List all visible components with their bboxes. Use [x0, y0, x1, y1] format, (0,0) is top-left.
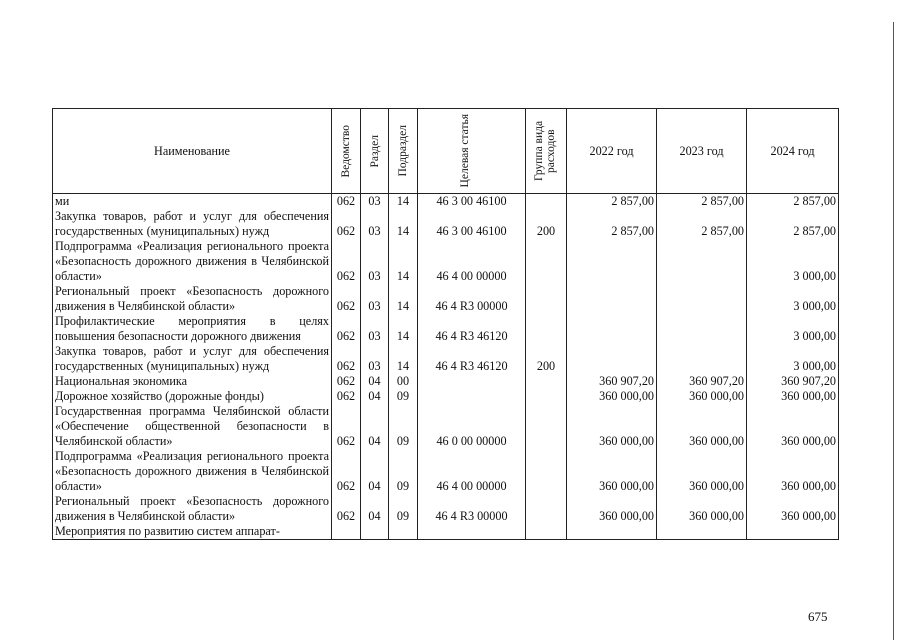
budget-table-container [52, 108, 838, 540]
header-celevaya-statya: Целевая статья [418, 109, 526, 194]
row-value-2023 [657, 314, 747, 344]
row-podrazdel: 00 [389, 374, 418, 389]
row-value-2022 [567, 344, 657, 374]
row-name: Профилактические мероприятия в целях повышения безопасности дорожного движения [53, 314, 332, 344]
row-razdel: 03 [361, 209, 389, 239]
row-gruppa [526, 284, 567, 314]
row-gruppa [526, 449, 567, 494]
table-row [53, 524, 839, 540]
table-row [53, 404, 839, 449]
row-gruppa: 200 [526, 344, 567, 374]
row-celevaya-statya [418, 524, 526, 540]
row-podrazdel: 14 [389, 314, 418, 344]
row-gruppa [526, 404, 567, 449]
table-row [53, 314, 839, 344]
row-value-2023 [657, 524, 747, 540]
header-row [53, 109, 839, 194]
row-value-2024: 360 000,00 [747, 389, 839, 404]
row-celevaya-statya: 46 4 R3 46120 [418, 314, 526, 344]
header-razdel: Раздел [361, 109, 389, 194]
header-2024: 2024 год [747, 109, 839, 194]
row-celevaya-statya: 46 3 00 46100 [418, 194, 526, 210]
row-value-2024: 2 857,00 [747, 194, 839, 210]
row-value-2024: 2 857,00 [747, 209, 839, 239]
row-vedomstvo [332, 524, 361, 540]
row-value-2023: 2 857,00 [657, 209, 747, 239]
row-value-2024: 360 000,00 [747, 404, 839, 449]
row-podrazdel: 14 [389, 209, 418, 239]
row-vedomstvo: 062 [332, 284, 361, 314]
row-vedomstvo: 062 [332, 314, 361, 344]
row-razdel: 03 [361, 344, 389, 374]
table-row [53, 494, 839, 524]
row-podrazdel: 09 [389, 449, 418, 494]
row-value-2024: 360 000,00 [747, 449, 839, 494]
row-gruppa [526, 494, 567, 524]
row-vedomstvo: 062 [332, 494, 361, 524]
table-row [53, 374, 839, 389]
row-value-2023 [657, 284, 747, 314]
row-vedomstvo: 062 [332, 404, 361, 449]
row-value-2022: 360 000,00 [567, 389, 657, 404]
row-vedomstvo: 062 [332, 374, 361, 389]
row-celevaya-statya: 46 4 R3 00000 [418, 284, 526, 314]
budget-table [52, 108, 839, 540]
row-vedomstvo: 062 [332, 389, 361, 404]
row-razdel: 03 [361, 194, 389, 210]
row-celevaya-statya: 46 4 R3 00000 [418, 494, 526, 524]
row-celevaya-statya [418, 389, 526, 404]
row-celevaya-statya: 46 4 00 00000 [418, 449, 526, 494]
row-gruppa [526, 389, 567, 404]
row-value-2024: 360 907,20 [747, 374, 839, 389]
row-value-2024: 360 000,00 [747, 494, 839, 524]
header-2023: 2023 год [657, 109, 747, 194]
row-value-2022 [567, 239, 657, 284]
header-gruppa-vida-raskhodov: Группа вида расходов [526, 109, 567, 194]
header-vedomstvo: Ведомство [332, 109, 361, 194]
row-value-2022: 360 000,00 [567, 494, 657, 524]
row-podrazdel: 14 [389, 284, 418, 314]
table-row [53, 344, 839, 374]
table-row [53, 239, 839, 284]
header-podrazdel: Подраздел [389, 109, 418, 194]
row-celevaya-statya: 46 4 R3 46120 [418, 344, 526, 374]
row-razdel: 04 [361, 389, 389, 404]
row-gruppa [526, 194, 567, 210]
row-name: Региональный проект «Безопасность дорожного движения в Челябинской области» [53, 284, 332, 314]
header-2022: 2022 год [567, 109, 657, 194]
row-value-2022: 360 000,00 [567, 404, 657, 449]
row-razdel: 03 [361, 314, 389, 344]
row-razdel: 03 [361, 239, 389, 284]
row-razdel: 04 [361, 404, 389, 449]
row-value-2023: 360 000,00 [657, 389, 747, 404]
row-value-2024 [747, 524, 839, 540]
header-name: Наименование [53, 109, 332, 194]
row-vedomstvo: 062 [332, 344, 361, 374]
row-value-2023: 360 000,00 [657, 404, 747, 449]
row-value-2023 [657, 344, 747, 374]
row-name: Закупка товаров, работ и услуг для обеспечения государственных (муниципальных) нужд [53, 344, 332, 374]
row-podrazdel: 09 [389, 404, 418, 449]
row-razdel: 04 [361, 449, 389, 494]
row-podrazdel: 09 [389, 389, 418, 404]
table-row [53, 449, 839, 494]
row-name: Дорожное хозяйство (дорожные фонды) [53, 389, 332, 404]
row-razdel: 04 [361, 494, 389, 524]
row-value-2024: 3 000,00 [747, 344, 839, 374]
row-podrazdel [389, 524, 418, 540]
page-number: 675 [808, 609, 828, 624]
row-podrazdel: 14 [389, 194, 418, 210]
row-gruppa [526, 314, 567, 344]
row-name: Государственная программа Челябинской области «Обеспечение общественной безопасности в Челябинской области» [53, 404, 332, 449]
row-razdel: 04 [361, 374, 389, 389]
row-value-2023 [657, 239, 747, 284]
row-celevaya-statya: 46 3 00 46100 [418, 209, 526, 239]
row-podrazdel: 14 [389, 239, 418, 284]
row-celevaya-statya: 46 4 00 00000 [418, 239, 526, 284]
row-gruppa [526, 239, 567, 284]
row-gruppa: 200 [526, 209, 567, 239]
row-gruppa [526, 374, 567, 389]
row-name: Мероприятия по развитию систем аппарат- [53, 524, 332, 540]
row-name: Национальная экономика [53, 374, 332, 389]
row-value-2024: 3 000,00 [747, 239, 839, 284]
row-name: Подпрограмма «Реализация регионального проекта «Безопасность дорожного движения в Челябинской области» [53, 449, 332, 494]
row-podrazdel: 14 [389, 344, 418, 374]
row-value-2024: 3 000,00 [747, 314, 839, 344]
row-gruppa [526, 524, 567, 540]
row-name: Закупка товаров, работ и услуг для обеспечения государственных (муниципальных) нужд [53, 209, 332, 239]
row-value-2024: 3 000,00 [747, 284, 839, 314]
row-name: Региональный проект «Безопасность дорожного движения в Челябинской области» [53, 494, 332, 524]
table-row [53, 284, 839, 314]
table-row [53, 194, 839, 210]
row-value-2022: 2 857,00 [567, 209, 657, 239]
row-razdel: 03 [361, 284, 389, 314]
row-vedomstvo: 062 [332, 239, 361, 284]
row-value-2023: 360 000,00 [657, 449, 747, 494]
row-value-2022: 360 907,20 [567, 374, 657, 389]
row-value-2022 [567, 314, 657, 344]
row-value-2022: 360 000,00 [567, 449, 657, 494]
row-value-2023: 360 907,20 [657, 374, 747, 389]
row-celevaya-statya: 46 0 00 00000 [418, 404, 526, 449]
row-vedomstvo: 062 [332, 449, 361, 494]
row-podrazdel: 09 [389, 494, 418, 524]
row-vedomstvo: 062 [332, 194, 361, 210]
row-value-2022 [567, 284, 657, 314]
row-value-2023: 2 857,00 [657, 194, 747, 210]
row-vedomstvo: 062 [332, 209, 361, 239]
page-edge-line [893, 22, 894, 640]
table-row [53, 209, 839, 239]
row-celevaya-statya [418, 374, 526, 389]
row-name: Подпрограмма «Реализация регионального проекта «Безопасность дорожного движения в Челябинской области» [53, 239, 332, 284]
table-row [53, 389, 839, 404]
row-value-2022 [567, 524, 657, 540]
row-name: ми [53, 194, 332, 210]
row-razdel [361, 524, 389, 540]
row-value-2023: 360 000,00 [657, 494, 747, 524]
row-value-2022: 2 857,00 [567, 194, 657, 210]
